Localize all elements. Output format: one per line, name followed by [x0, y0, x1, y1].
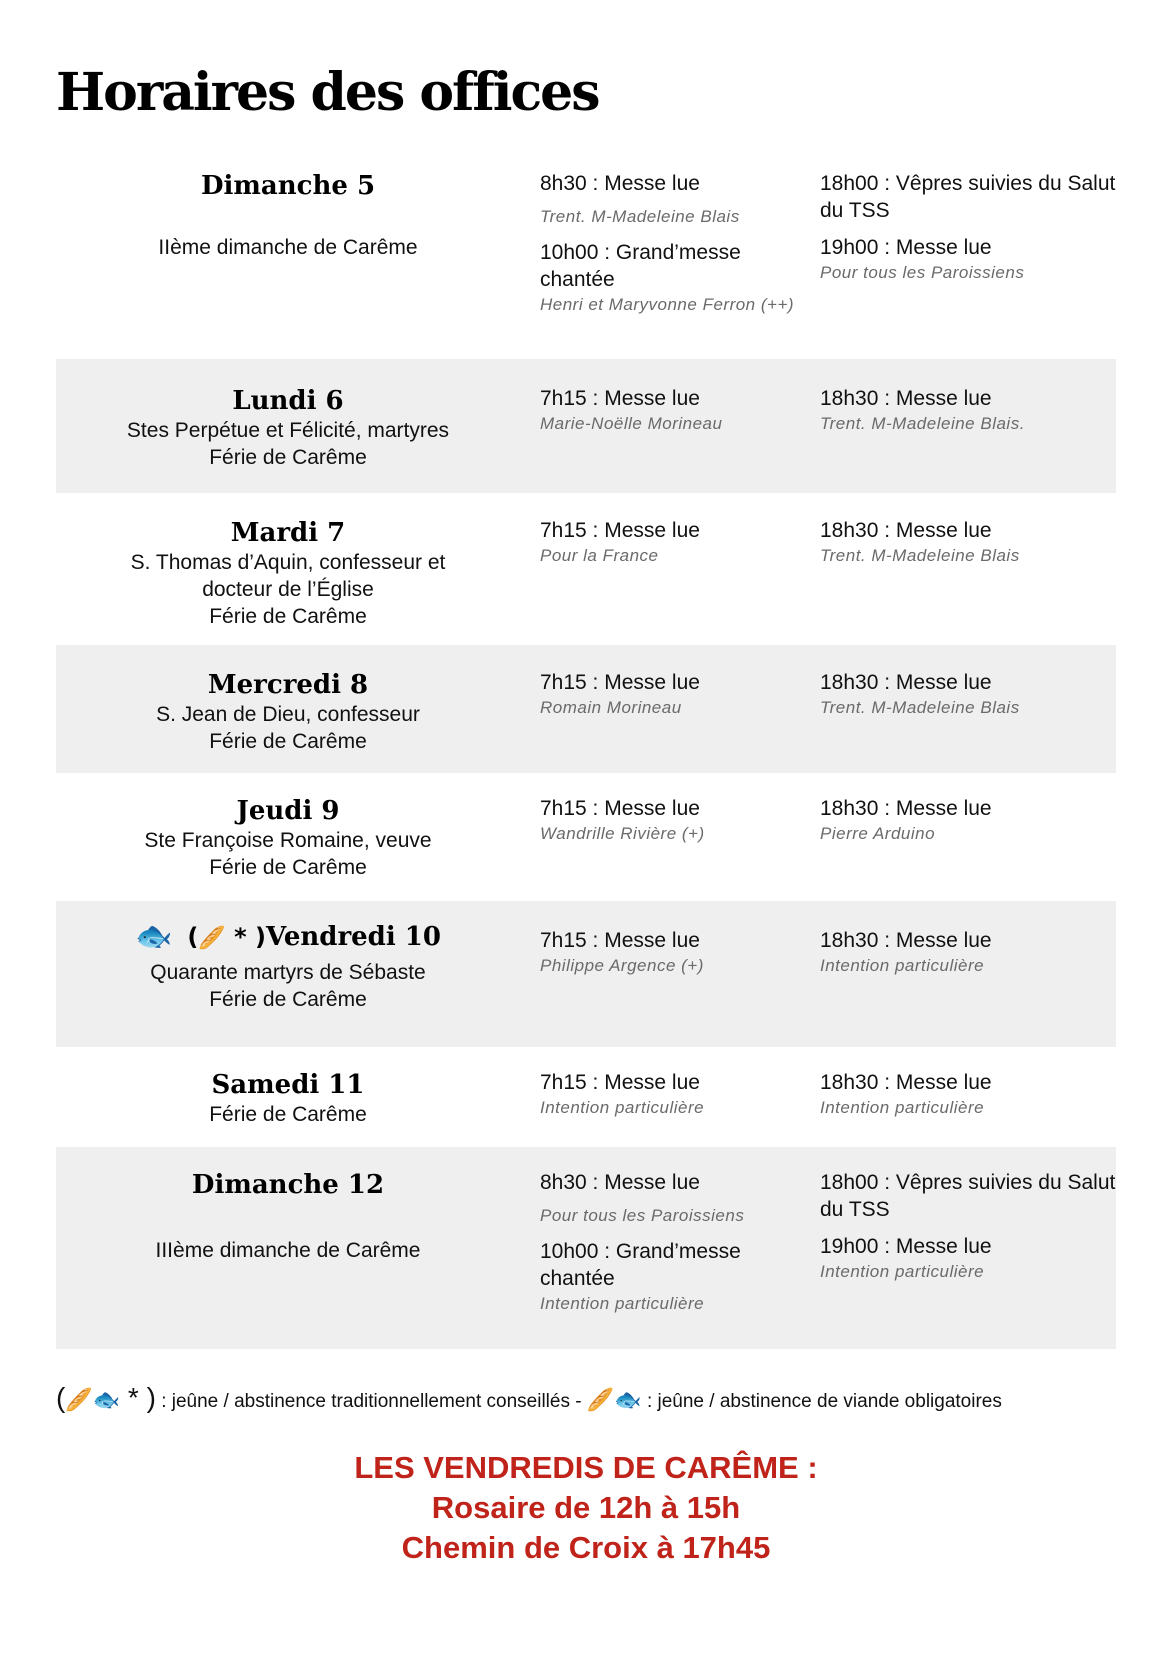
mass-entry: [820, 234, 1116, 285]
notice-rosary: Rosaire de 12h à 15h: [431, 1490, 741, 1525]
evening-column: [820, 795, 1116, 901]
bread-icon: 🥖: [65, 1387, 93, 1412]
mass-time: 10h00 : Grand’messe chantée: [540, 241, 741, 291]
day-cell: [56, 1169, 540, 1349]
mass-time: 8h30 : Messe lue: [540, 172, 700, 195]
bread-icon: 🥖: [586, 1387, 615, 1412]
day-name: Mercredi 8: [207, 670, 369, 700]
day-name: Dimanche 5: [200, 171, 376, 201]
fasting-marks: (🥖 * ): [187, 921, 266, 955]
evening-column: [820, 170, 1116, 359]
morning-column: [540, 385, 820, 493]
morning-column: [540, 921, 820, 1047]
notice-heading: LES VENDREDIS DE CARÊME :: [354, 1450, 818, 1485]
mass-entry: [540, 1169, 820, 1228]
fish-icon: 🐟: [135, 919, 173, 954]
day-description: Férie de Carême: [209, 856, 367, 879]
day-name: Jeudi 9: [236, 796, 340, 826]
day-cell: [56, 385, 540, 493]
mass-time: 18h30 : Messe lue: [820, 797, 992, 820]
mass-entry: [820, 170, 1116, 224]
mass-intention: Trent. M-Madeleine Blais.: [820, 414, 1025, 433]
day-description: Ste Françoise Romaine, veuve: [144, 829, 432, 852]
mass-time: 18h30 : Messe lue: [820, 1071, 992, 1094]
day-name: Lundi 6: [232, 386, 344, 416]
day-row: [56, 359, 1116, 493]
morning-column: [540, 1069, 820, 1147]
mass-time: 19h00 : Messe lue: [820, 1235, 992, 1258]
schedule-table: [56, 170, 1116, 1349]
day-description: Férie de Carême: [209, 605, 367, 628]
day-row: [56, 645, 1116, 773]
day-name: Mardi 7: [230, 518, 346, 548]
mass-time: 19h00 : Messe lue: [820, 236, 992, 259]
day-description: IIème dimanche de Carême: [158, 236, 418, 259]
day-description: Férie de Carême: [209, 446, 367, 469]
mass-time: 18h30 : Messe lue: [820, 671, 992, 694]
mass-entry: [820, 1233, 1116, 1284]
day-description: Férie de Carême: [209, 1103, 367, 1126]
evening-column: [820, 385, 1116, 493]
mass-intention: Pour tous les Paroissiens: [820, 263, 1025, 282]
fish-icon: 🐟: [614, 1387, 642, 1412]
evening-column: [820, 517, 1116, 645]
mass-intention: Intention particulière: [540, 1098, 705, 1117]
mass-time: 7h15 : Messe lue: [540, 929, 700, 952]
day-row: [56, 773, 1116, 901]
day-name: Samedi 11: [211, 1070, 365, 1100]
mass-intention: Intention particulière: [820, 956, 985, 975]
evening-column: [820, 1169, 1116, 1349]
mass-intention: Marie-Noëlle Morineau: [540, 414, 723, 433]
day-description: S. Jean de Dieu, confesseur: [156, 703, 420, 726]
mass-time: 7h15 : Messe lue: [540, 1071, 700, 1094]
mass-time: 18h30 : Messe lue: [820, 387, 992, 410]
mass-intention: Pour tous les Paroissiens: [540, 1206, 745, 1225]
mass-intention: Trent. M-Madeleine Blais: [820, 698, 1020, 717]
fish-icon: 🐟: [92, 1387, 121, 1412]
mass-intention: Pierre Arduino: [820, 824, 936, 843]
mass-intention: Intention particulière: [820, 1098, 985, 1117]
legend-text-recommended: : jeûne / abstinence traditionnellement conseillés -: [161, 1391, 582, 1412]
page-title: Horaires des offices: [56, 62, 599, 123]
day-description: S. Thomas d’Aquin, confesseur et docteur de l’Église: [130, 551, 446, 601]
day-cell: [56, 517, 540, 645]
day-description: Férie de Carême: [209, 730, 367, 753]
mass-time: 18h30 : Messe lue: [820, 929, 992, 952]
day-row: [56, 901, 1116, 1047]
mass-intention: Trent. M-Madeleine Blais: [820, 546, 1020, 565]
day-cell: [56, 669, 540, 773]
mass-intention: Romain Morineau: [540, 698, 682, 717]
day-description: Quarante martyrs de Sébaste: [150, 961, 426, 984]
evening-column: [820, 921, 1116, 1047]
mass-time: 18h00 : Vêpres suivies du Salut du TSS: [820, 172, 1116, 222]
notice-stations-of-cross: Chemin de Croix à 17h45: [401, 1530, 771, 1565]
day-cell: [56, 795, 540, 901]
morning-column: [540, 669, 820, 773]
mass-entry: [540, 1238, 820, 1316]
day-cell: [56, 1069, 540, 1147]
morning-column: [540, 1169, 820, 1349]
day-name: Dimanche 12: [191, 1170, 385, 1200]
legend-marks: (🥖🐟 * ): [56, 1382, 156, 1413]
day-name: [56, 921, 520, 955]
mass-intention: Wandrille Rivière (+): [540, 824, 705, 843]
mass-entry: [540, 239, 820, 317]
day-row: [56, 493, 1116, 645]
mass-intention: Intention particulière: [820, 1262, 985, 1281]
mass-entry: [540, 170, 820, 229]
day-description: Férie de Carême: [209, 988, 367, 1011]
lent-fridays-notice: [56, 1448, 1116, 1568]
morning-column: [540, 170, 820, 359]
evening-column: [820, 669, 1116, 773]
mass-intention: Trent. M-Madeleine Blais: [540, 207, 740, 226]
evening-column: [820, 1069, 1116, 1147]
day-row: [56, 1047, 1116, 1147]
mass-time: 7h15 : Messe lue: [540, 671, 700, 694]
mass-time: 10h00 : Grand’messe chantée: [540, 1240, 741, 1290]
mass-time: 18h30 : Messe lue: [820, 519, 992, 542]
mass-time: 7h15 : Messe lue: [540, 387, 700, 410]
mass-time: 8h30 : Messe lue: [540, 1171, 700, 1194]
day-cell: [56, 921, 540, 1047]
fasting-legend: [56, 1382, 1116, 1418]
mass-time: 7h15 : Messe lue: [540, 797, 700, 820]
morning-column: [540, 517, 820, 645]
mass-intention: Pour la France: [540, 546, 659, 565]
mass-intention: Henri et Maryvonne Ferron (++): [540, 295, 795, 314]
mass-intention: Intention particulière: [540, 1294, 705, 1313]
bread-icon: 🥖: [198, 926, 226, 951]
mass-intention: Philippe Argence (+): [540, 956, 704, 975]
mass-time: 18h00 : Vêpres suivies du Salut du TSS: [820, 1171, 1116, 1221]
day-description: IIIème dimanche de Carême: [155, 1239, 421, 1262]
mass-time: 7h15 : Messe lue: [540, 519, 700, 542]
legend-text-mandatory: : jeûne / abstinence de viande obligatoires: [646, 1391, 1002, 1412]
morning-column: [540, 795, 820, 901]
day-name-text: Vendredi 10: [266, 922, 441, 952]
day-row: [56, 170, 1116, 359]
day-row: [56, 1147, 1116, 1349]
day-cell: [56, 170, 540, 359]
mass-entry: [820, 1169, 1116, 1223]
day-description: Stes Perpétue et Félicité, martyres: [126, 419, 450, 442]
